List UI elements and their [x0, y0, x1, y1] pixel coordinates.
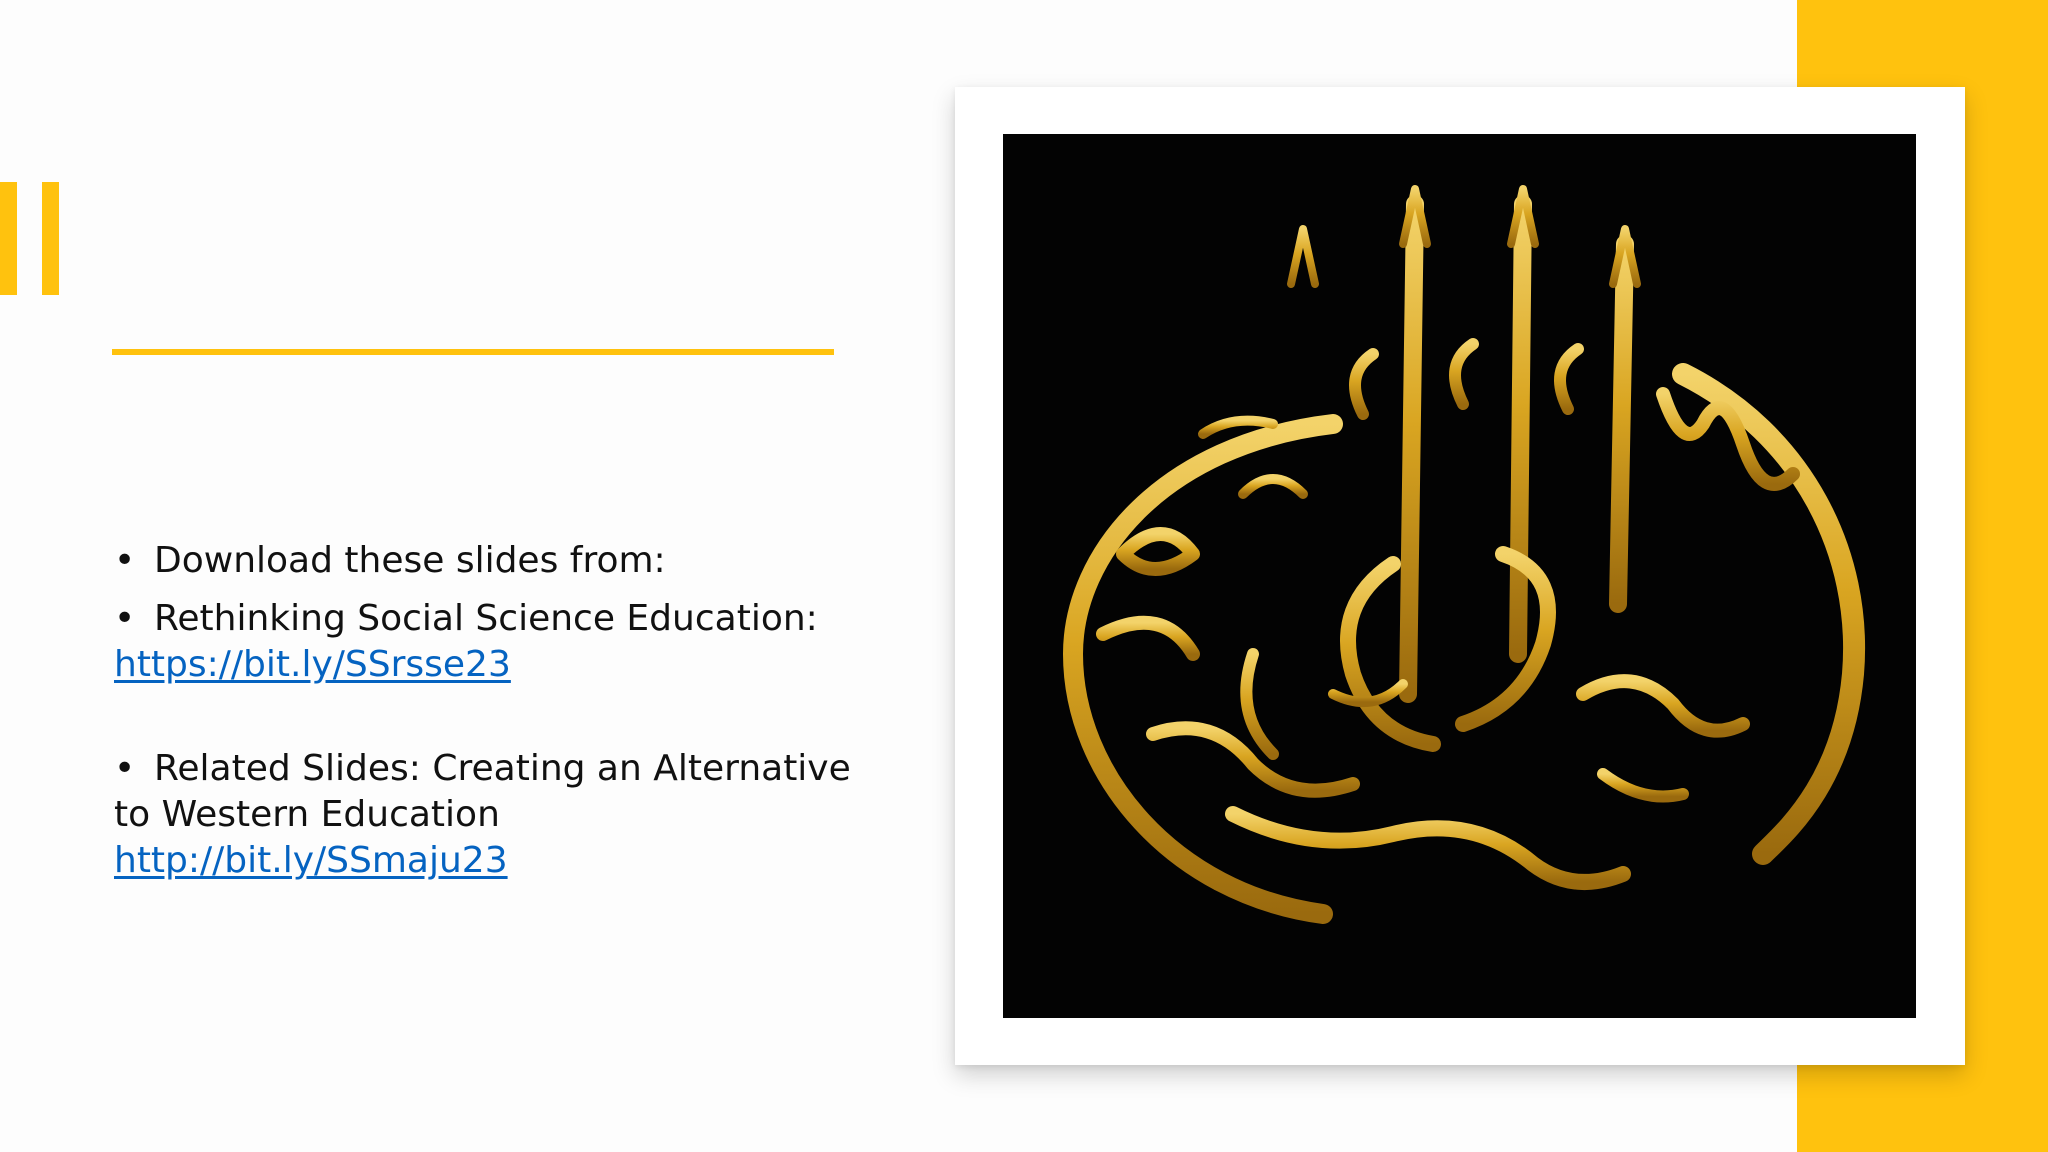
bullet-item — [114, 746, 874, 884]
bullet-text: Rethinking Social Science Education: — [154, 598, 818, 639]
bullet-item — [114, 538, 874, 584]
bullet-text: Download these slides from: — [154, 540, 666, 581]
accent-quote-mark-right — [42, 182, 59, 295]
related-slides-link[interactable]: http://bit.ly/SSmaju23 — [114, 840, 508, 881]
image-frame — [955, 87, 1965, 1065]
bullet-dot-icon: • — [114, 748, 136, 789]
arabic-calligraphy-icon — [1003, 134, 1916, 1018]
bullet-dot-icon: • — [114, 540, 136, 581]
bullet-text: Related Slides: Creating an Alternative to Western Education — [114, 748, 851, 835]
bullet-dot-icon: • — [114, 598, 136, 639]
accent-quote-mark-left — [0, 182, 17, 295]
title-underline-rule — [112, 349, 834, 355]
rethinking-slides-link[interactable]: https://bit.ly/SSrsse23 — [114, 644, 511, 685]
calligraphy-image — [1003, 134, 1916, 1018]
bullet-item — [114, 596, 874, 688]
slide-bullet-list — [114, 538, 874, 884]
